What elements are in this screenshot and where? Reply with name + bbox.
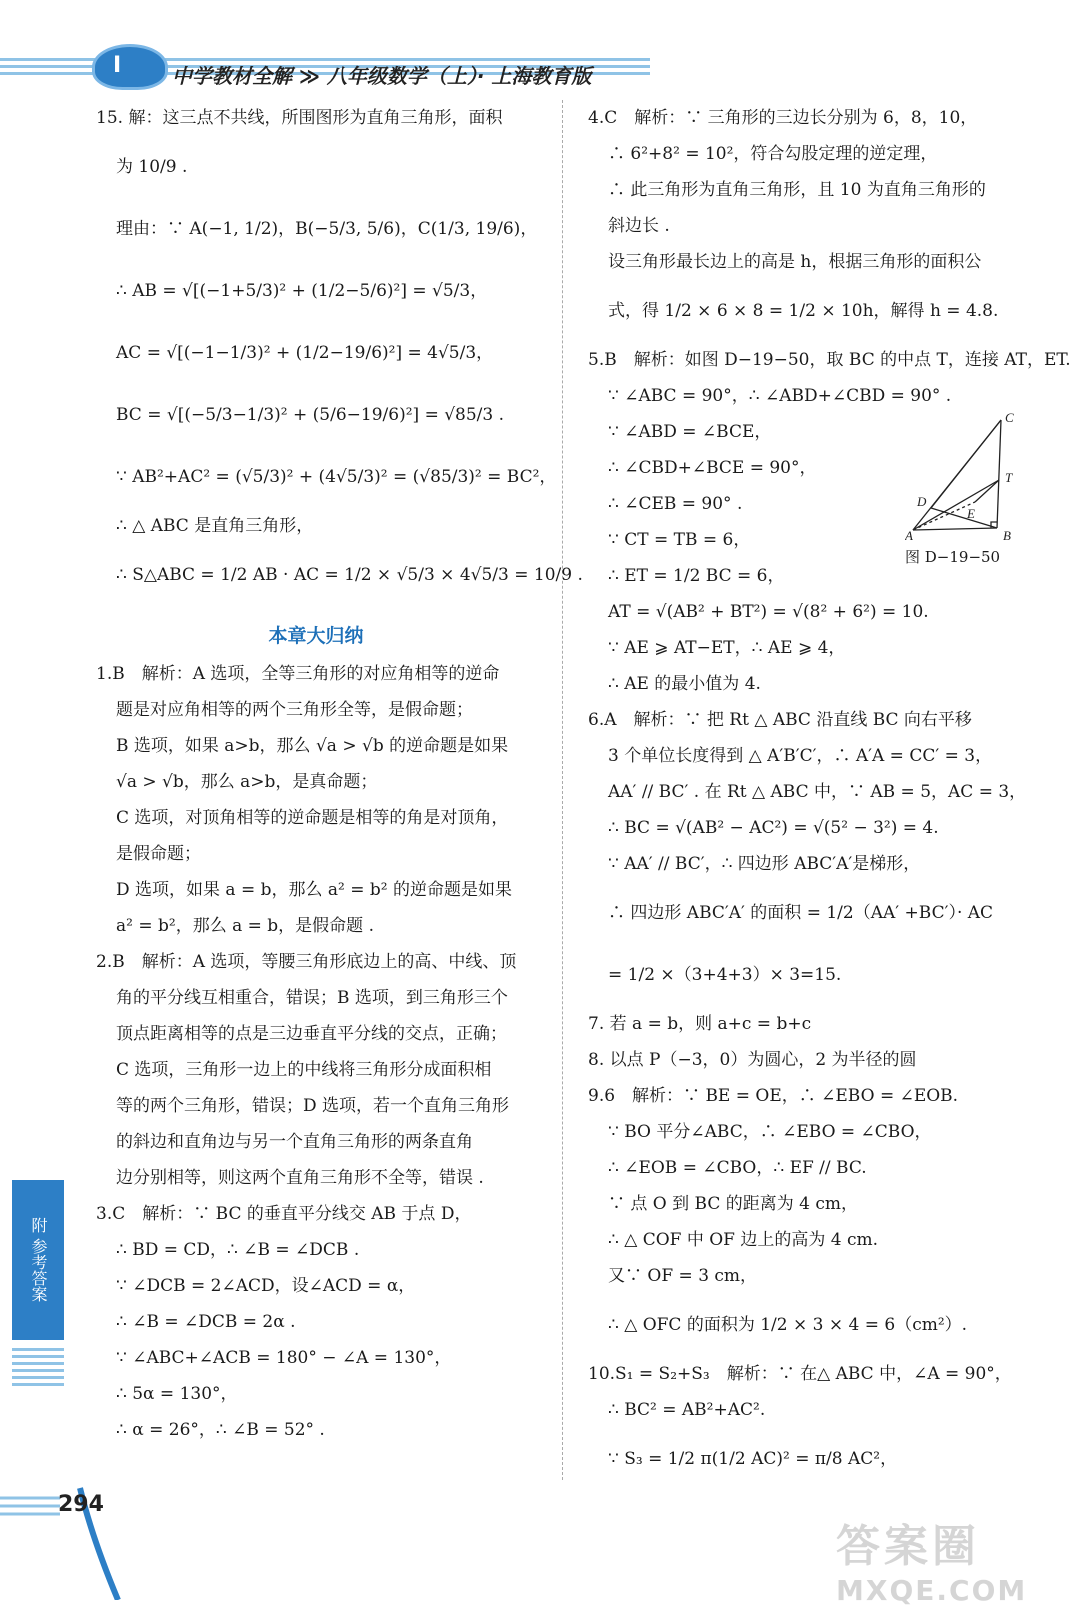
answer-line: ∴ 此三角形为直角三角形，且 10 为直角三角形的 [608,180,986,200]
answer-line: 1.B 解析：A 选项，全等三角形的对应角相等的逆命 [96,664,500,684]
column-divider [562,100,563,1480]
answer-line: 2.B 解析：A 选项，等腰三角形底边上的高、中线、顶 [96,952,517,972]
side-stripes [12,1346,64,1386]
answer-line: 3.C 解析：∵ BC 的垂直平分线交 AB 于点 D， [96,1204,472,1224]
answer-line: ∴ AB = √[(−1+5/3)² + (1/2−5/6)²] = √5/3， [116,281,488,301]
answer-line: ∵ ∠ABC+∠ACB = 180° − ∠A = 130°， [116,1348,452,1368]
answer-line: ∴ α = 26°，∴ ∠B = 52° . [116,1420,325,1440]
answer-line: ∴ BD = CD，∴ ∠B = ∠DCB . [116,1240,360,1260]
answer-line: C 选项，三角形一边上的中线将三角形分成面积相 [116,1060,492,1080]
answer-line: 斜边长 . [608,216,670,236]
answer-line: C 选项，对顶角相等的逆命题是相等的角是对顶角， [116,808,509,828]
triangle-figure [905,400,1025,560]
logo-letter: I [113,53,122,78]
answer-line: = 1/2 ×（3+4+3）× 3=15. [608,965,842,985]
answer-line: ∴ BC² = AB²+AC². [608,1400,766,1420]
answer-line: a² = b²，那么 a = b，是假命题 . [116,916,374,936]
answer-line: ∴ BC = √(AB² − AC²) = √(5² − 3²) = 4. [608,818,939,838]
label-a: A [905,528,913,543]
book-logo-icon [92,44,168,90]
answer-line: 是假命题； [116,844,201,864]
answer-line: 8. 以点 P（−3，0）为圆心，2 为半径的圆 [588,1050,917,1070]
label-d: D [917,494,927,509]
label-c: C [1005,410,1014,425]
answer-line: AA′ // BC′ . 在 Rt △ ABC 中，∵ AB = 5，AC = 3， [608,782,1027,802]
answer-line: ∵ ∠ABD = ∠BCE， [608,422,772,442]
answer-line: ∵ AA′ // BC′，∴ 四边形 ABC′A′是梯形， [608,854,921,874]
answer-line: ∴ ∠CEB = 90° . [608,494,743,514]
answer-line: ∴ ∠B = ∠DCB = 2α . [116,1312,296,1332]
answer-line: B 选项，如果 a>b，那么 √a > √b 的逆命题是如果 [116,736,509,756]
answer-line: √a > √b，那么 a>b，是真命题； [116,772,378,792]
appendix-tab: 附 参考答案 [12,1180,64,1340]
watermark [836,1510,1080,1607]
answer-line: ∴ ∠CBD+∠BCE = 90°， [608,458,817,478]
label-b: B [1003,528,1011,543]
answer-line: 边分别相等，则这两个直角三角形不全等，错误 . [116,1168,484,1188]
answer-line: 又∵ OF = 3 cm， [608,1266,758,1286]
answer-line: AT = √(AB² + BT²) = √(8² + 6²) = 10. [608,602,929,622]
figure-caption: 图 D−19−50 [905,548,1001,566]
answer-line: D 选项，如果 a = b，那么 a² = b² 的逆命题是如果 [116,880,513,900]
answer-line: ∵ AE ⩾ AT−ET，∴ AE ⩾ 4， [608,638,846,658]
answer-line: 15. 解：这三点不共线，所围图形为直角三角形，面积 [96,108,503,128]
page-number: 294 [58,1492,104,1517]
answer-line: 角的平分线互相重合，错误；B 选项，到三角形三个 [116,988,508,1008]
answer-line: 式，得 1/2 × 6 × 8 = 1/2 × 10h，解得 h = 4.8. [608,301,999,321]
answer-line: ∵ AB²+AC² = (√5/3)² + (4√5/3)² = (√85/3)² = BC²， [116,467,557,487]
answer-line: ∴ 6²+8² = 10²，符合勾股定理的逆定理， [608,144,938,164]
answer-line: ∵ ∠DCB = 2∠ACD，设∠ACD = α， [116,1276,416,1296]
answer-line: ∵ ∠ABC = 90°，∴ ∠ABD+∠CBD = 90° . [608,386,952,406]
page-header [0,0,1082,90]
label-e: E [967,506,975,521]
answer-line: ∴ △ COF 中 OF 边上的高为 4 cm. [608,1230,879,1250]
header-title: 中学教材全解 ≫ 八年级数学（上）· 上海教育版 [172,64,592,88]
answer-line: 设三角形最长边上的高是 h，根据三角形的面积公 [608,252,982,272]
answer-line: 等的两个三角形，错误；D 选项，若一个直角三角形 [116,1096,510,1116]
answer-line: ∴ 四边形 ABC′A′ 的面积 = 1/2（AA′ +BC′）· AC [608,903,994,923]
answer-line: 9.6 解析：∵ BE = OE，∴ ∠EBO = ∠EOB. [588,1086,959,1106]
answer-line: ∴ ET = 1/2 BC = 6， [608,566,785,586]
answer-line: 理由：∵ A(−1, 1/2)，B(−5/3, 5/6)，C(1/3, 19/6)， [116,219,538,239]
answer-line: ∵ CT = TB = 6， [608,530,751,550]
answer-line: 5.B 解析：如图 D−19−50，取 BC 的中点 T，连接 AT，ET. [588,350,1071,370]
answer-line: BC = √[(−5/3−1/3)² + (5/6−19/6)²] = √85/3 . [116,405,505,425]
answer-line: ∴ 5α = 130°， [116,1384,238,1404]
answer-line: 为 10/9 . [116,157,188,177]
answer-line: 的斜边和直角边与另一个直角三角形的两条直角 [116,1132,473,1152]
answer-line: ∴ △ OFC 的面积为 1/2 × 3 × 4 = 6（cm²）. [608,1315,968,1335]
answer-line: ∴ S△ABC = 1/2 AB · AC = 1/2 × √5/3 × 4√5/3 = 10/9 . [116,565,583,585]
answer-line: 4.C 解析：∵ 三角形的三边长分别为 6，8，10， [588,108,978,128]
left-column [96,100,583,1448]
answer-line: ∴ ∠EOB = ∠CBO，∴ EF // BC. [608,1158,867,1178]
answer-line: AC = √[(−1−1/3)² + (1/2−19/6)²] = 4√5/3， [116,343,494,363]
answer-line: 10.S₁ = S₂+S₃ 解析：∵ 在△ ABC 中，∠A = 90°， [588,1364,1012,1384]
watermark-line2: MXQE.COM [836,1574,1028,1607]
answer-line: 7. 若 a = b，则 a+c = b+c [588,1014,812,1034]
answer-line: ∵ 点 O 到 BC 的距离为 4 cm， [608,1194,859,1214]
answer-line: ∵ BO 平分∠ABC，∴ ∠EBO = ∠CBO， [608,1122,932,1142]
answer-line: 顶点距离相等的点是三边垂直平分线的交点，正确； [116,1024,507,1044]
answer-line: 题是对应角相等的两个三角形全等，是假命题； [116,700,473,720]
watermark-line1: 答案圈 [836,1521,980,1572]
answer-line: 3 个单位长度得到 △ A′B′C′，∴ A′A = CC′ = 3， [608,746,993,766]
label-t: T [1005,470,1013,485]
answer-line: 6.A 解析：∵ 把 Rt △ ABC 沿直线 BC 向右平移 [588,710,972,730]
answer-line: ∴ △ ABC 是直角三角形， [116,516,314,536]
answer-line: ∵ S₃ = 1/2 π(1/2 AC)² = π/8 AC²， [608,1449,898,1469]
section-title: 本章大归纳 [268,625,364,647]
answer-line: ∴ AE 的最小值为 4. [608,674,761,694]
right-column [588,100,1071,1490]
